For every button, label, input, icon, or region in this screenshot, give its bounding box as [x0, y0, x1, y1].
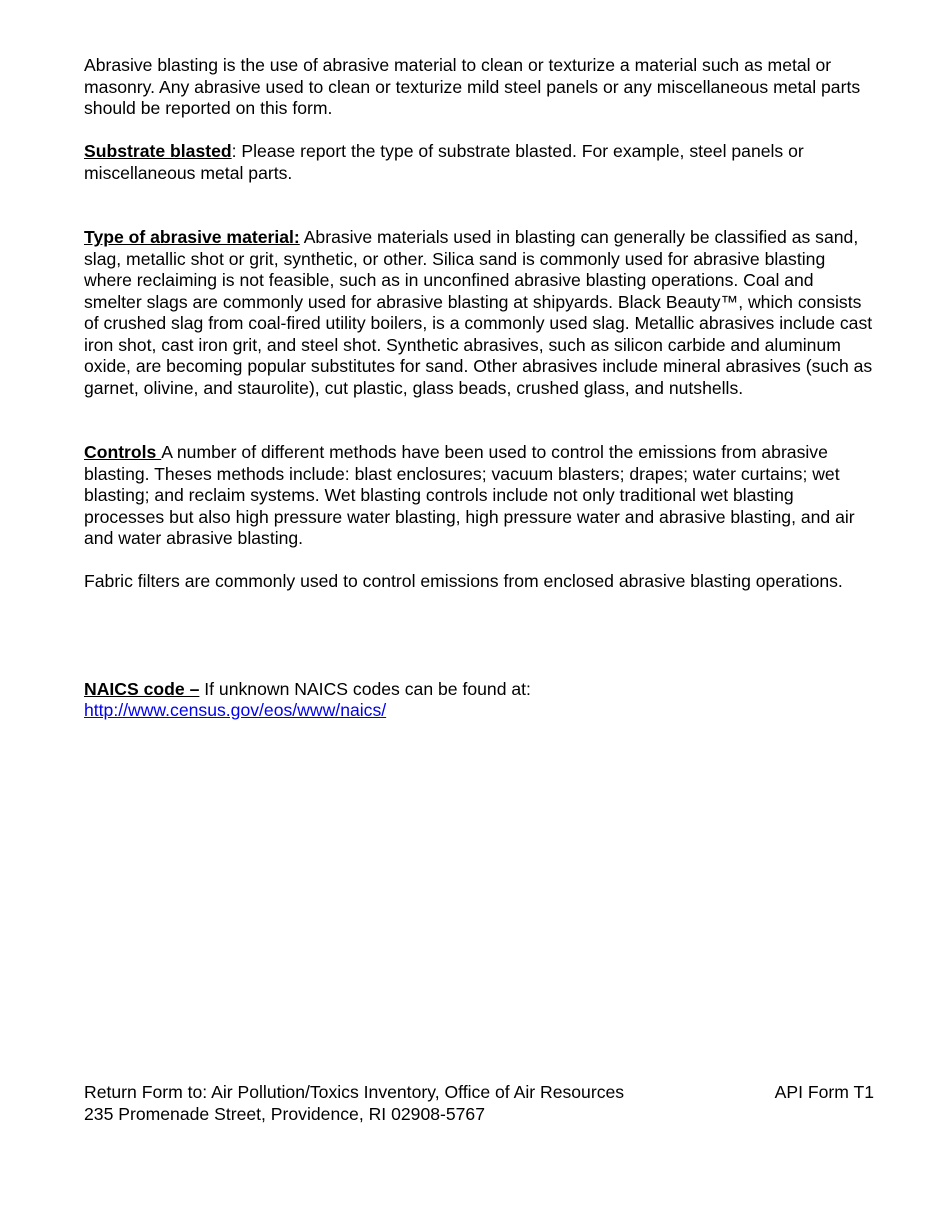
intro-paragraph — [84, 55, 874, 120]
footer-row — [84, 1082, 874, 1104]
return-form-line: Return Form to: Air Pollution/Toxics Inventory, Office of Air Resources — [84, 1082, 625, 1102]
abrasive-heading: Type of abrasive material: — [84, 227, 300, 247]
naics-text: If unknown NAICS codes can be found at: — [199, 678, 531, 699]
substrate-heading: Substrate blasted — [84, 141, 232, 161]
fabric-paragraph — [84, 571, 874, 593]
footer — [84, 1082, 874, 1125]
controls-text: A number of different methods have been used to control the emissions from abrasive blasting. Theses methods include: blast enclosures; vacuum blasters; drapes; water curtains; wet blasting; and reclaim systems. Wet blasting controls include not only traditional wet blasting processes but also high pressure water blasting, high pressure water and abrasive blasting, and air and water abrasive blasting. — [84, 442, 855, 548]
substrate-paragraph — [84, 141, 874, 184]
substrate-text: : Please report the type of substrate blasted. For example, steel panels or miscellaneous metal parts. — [84, 141, 804, 183]
naics-paragraph — [84, 679, 874, 722]
intro-text: Abrasive blasting is the use of abrasive material to clean or texturize a material such as metal or masonry. Any abrasive used to clean or texturize mild steel panels or any miscellaneous metal parts should be reported on this form. — [84, 55, 861, 118]
naics-link[interactable]: http://www.census.gov/eos/www/naics/ — [84, 700, 387, 720]
controls-paragraph — [84, 442, 874, 550]
document-body — [84, 55, 874, 722]
footer-address: 235 Promenade Street, Providence, RI 02908-5767 — [84, 1103, 486, 1124]
abrasive-text: Abrasive materials used in blasting can generally be classified as sand, slag, metallic shot or grit, synthetic, or other. Silica sand is commonly used for abrasive blasting where reclaiming is not feasible, such as in unconfined abrasive blasting operations. Coal and smelter slags are commonly used for abrasive blasting at shipyards. Black Beauty™, which consists of crushed slag from coal-fired utility boilers, is a commonly used slag. Metallic abrasives include cast iron shot, cast iron grit, and steel shot. Synthetic abrasives, such as silicon carbide and aluminum oxide, are becoming popular substitutes for sand. Other abrasives include mineral abrasives (such as garnet, olivine, and staurolite), cut plastic, glass beads, crushed glass, and nutshells. — [84, 227, 873, 398]
fabric-text: Fabric filters are commonly used to control emissions from enclosed abrasive blasting operations. — [84, 571, 843, 591]
abrasive-paragraph — [84, 227, 874, 399]
controls-heading: Controls — [84, 442, 162, 462]
naics-heading: NAICS code – — [84, 678, 200, 699]
form-id: API Form T1 — [774, 1082, 874, 1102]
